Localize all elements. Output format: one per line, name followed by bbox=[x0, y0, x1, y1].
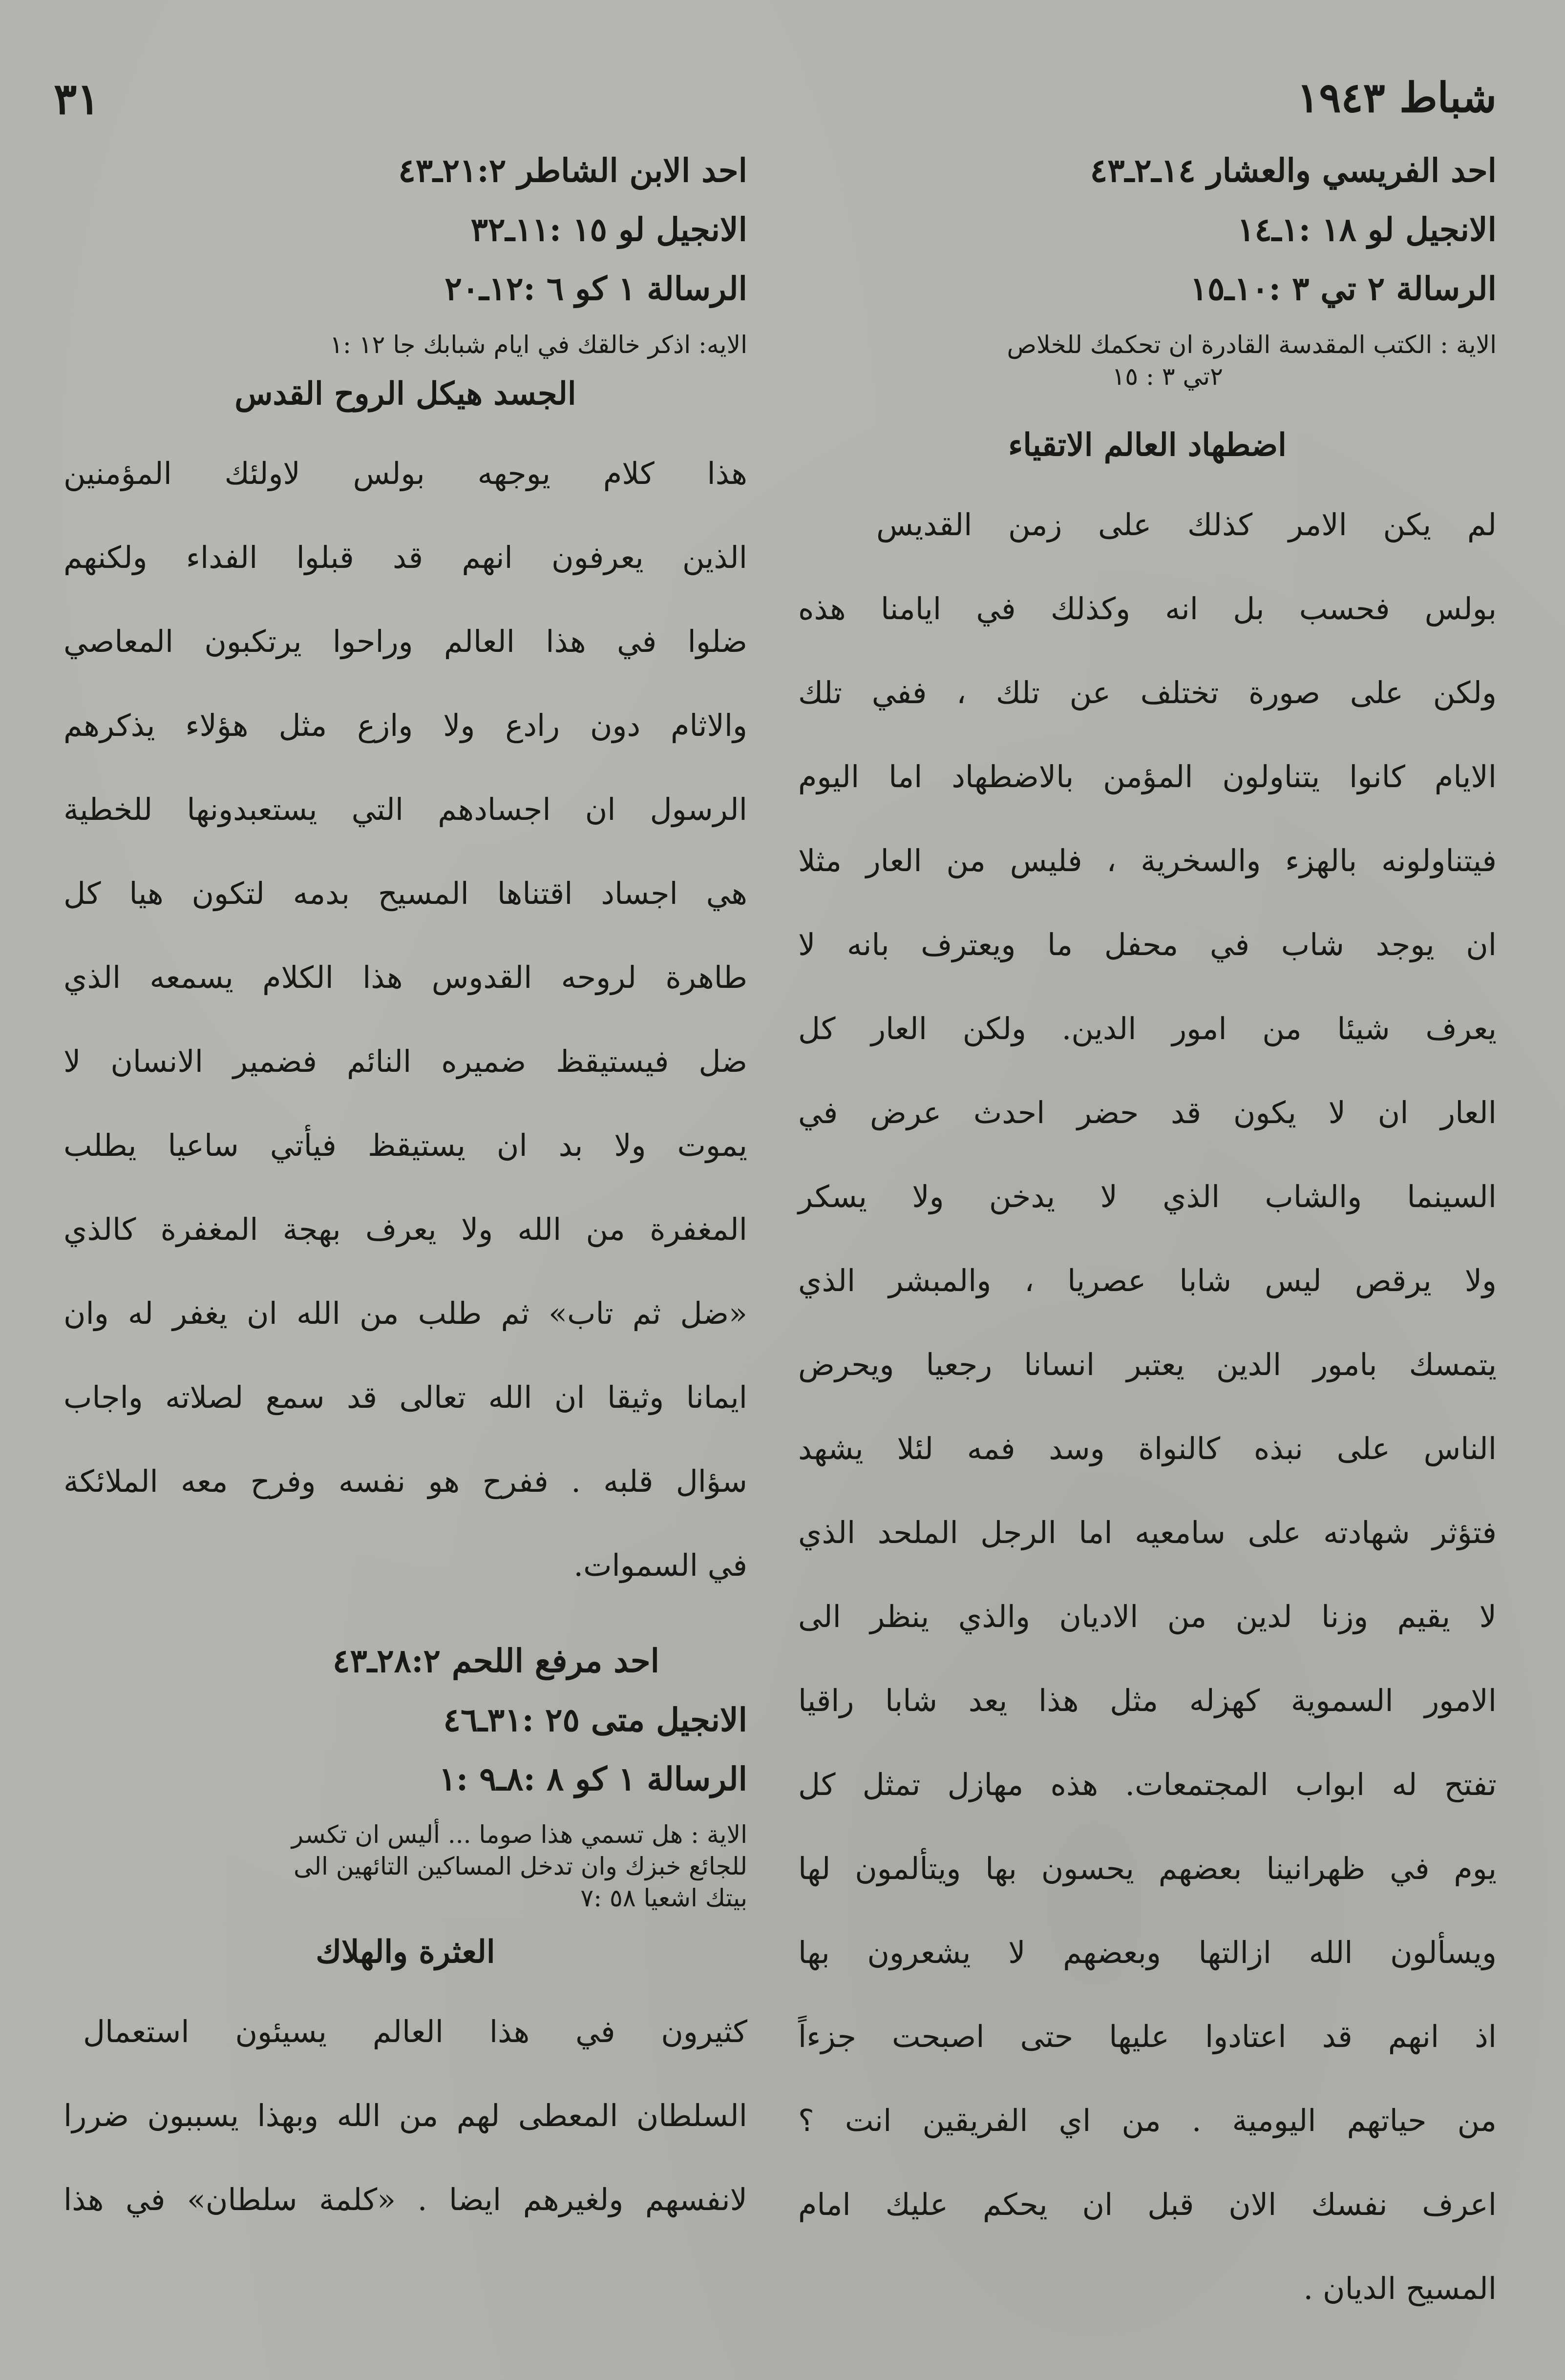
body-line: لا يقيم وزنا لدين من الاديان والذي ينظر الى bbox=[798, 1598, 1497, 1634]
body-line: المغفرة من الله ولا يعرف بهجة المغفرة كالذي bbox=[63, 1211, 747, 1247]
verse-block bbox=[63, 1819, 747, 1914]
body-line: ايمانا وثيقا ان الله تعالى قد سمع لصلاته واجاب bbox=[63, 1379, 747, 1415]
verse-line: الاية : هل تسمي هذا صوما ... أليس ان تكسر bbox=[291, 1820, 747, 1849]
verse-line: الايه: اذكر خالقك في ايام شبابك جا ١٢ :١ bbox=[330, 330, 747, 359]
body-line: طاهرة لروحه القدوس هذا الكلام يسمعه الذي bbox=[63, 959, 747, 995]
body-line: في السموات. bbox=[573, 1547, 747, 1583]
body-line: الذين يعرفون انهم قد قبلوا الفداء ولكنهم bbox=[63, 539, 747, 575]
body-line: لم يكن الامر كذلك على زمن القديس bbox=[876, 506, 1497, 543]
body-line: ولكن على صورة تختلف عن تلك ، ففي تلك bbox=[798, 674, 1497, 710]
body-line: ويسألون الله ازالتها وبعضهم لا يشعرون بها bbox=[798, 1934, 1497, 1970]
sunday-reference: احد الفريسي والعشار ١٤ـ٢ـ٤٣ bbox=[1090, 151, 1497, 189]
article-body bbox=[63, 432, 747, 1608]
body-line: الرسول ان اجسادهم التي يستعبدونها للخطية bbox=[63, 791, 747, 827]
body-line: يعرف شيئا من امور الدين. ولكن العار كل bbox=[798, 1010, 1497, 1046]
gospel-reference: الانجيل لو ١٥ :١١ـ٣٢ bbox=[470, 210, 747, 249]
body-line: بولس فحسب بل انه وكذلك في ايامنا هذه bbox=[798, 590, 1497, 626]
body-line: ضلوا في هذا العالم وراحوا يرتكبون المعاصي bbox=[63, 623, 747, 659]
body-line: اذ انهم قد اعتادوا عليها حتى اصبحت جزءاً bbox=[798, 2018, 1497, 2054]
body-line: ان يوجد شاب في محفل ما ويعترف بانه لا bbox=[798, 926, 1497, 962]
body-line: اعرف نفسك الان قبل ان يحكم عليك امام bbox=[798, 2186, 1497, 2222]
body-line: كثيرون في هذا العالم يسيئون استعمال bbox=[83, 2014, 747, 2050]
body-line: سؤال قلبه . ففرح هو نفسه وفرح معه الملائكة bbox=[63, 1463, 747, 1499]
section-gap bbox=[63, 1608, 747, 1642]
epistle-reference: الرسالة ٢ تي ٣ :١٠ـ١٥ bbox=[1190, 270, 1497, 308]
body-line: فيتناولونه بالهزء والسخرية ، فليس من العار مثلا bbox=[798, 842, 1497, 878]
verse-line: ٢تي ٣ : ١٥ bbox=[1112, 362, 1223, 391]
body-line: هذا كلام يوجهه بولس لاولئك المؤمنين bbox=[63, 455, 747, 491]
body-line: ولا يرقص ليس شابا عصريا ، والمبشر الذي bbox=[798, 1262, 1497, 1298]
section-title: اضطهاد العالم الاتقياء bbox=[1008, 426, 1287, 463]
epistle-reference: الرسالة ١ كو ٦ :١٢ـ٢٠ bbox=[444, 270, 747, 308]
body-line: السلطان المعطى لهم من الله وبهذا يسببون ضررا bbox=[63, 2098, 747, 2134]
body-line: الايام كانوا يتناولون المؤمن بالاضطهاد اما اليوم bbox=[798, 758, 1497, 794]
body-line: ضل فيستيقظ ضميره النائم فضمير الانسان لا bbox=[63, 1043, 747, 1079]
body-line: لانفسهم ولغيرهم ايضا . «كلمة سلطان» في هذا bbox=[63, 2182, 747, 2218]
body-line: العار ان لا يكون قد حضر احدث عرض في bbox=[798, 1094, 1497, 1130]
body-line: تفتح له ابواب المجتمعات. هذه مهازل تمثل كل bbox=[798, 1766, 1497, 1802]
verse-line: بيتك اشعيا ٥٨ :٧ bbox=[580, 1884, 747, 1913]
body-line: من حياتهم اليومية . من اي الفريقين انت ؟ bbox=[798, 2102, 1497, 2138]
verse-block bbox=[63, 329, 747, 361]
body-line: يتمسك بامور الدين يعتبر انسانا رجعيا ويحرض bbox=[798, 1346, 1497, 1382]
section-title: الجسد هيكل الروح القدس bbox=[234, 375, 576, 412]
body-line: يموت ولا بد ان يستيقظ فيأتي ساعيا يطلب bbox=[63, 1127, 747, 1163]
sunday-reference: احد مرفع اللحم ٢٨:٢ـ٤٣ bbox=[333, 1641, 659, 1680]
left-column bbox=[63, 151, 747, 2242]
body-line: الامور السموية كهزله مثل هذا يعد شابا راقيا bbox=[798, 1682, 1497, 1718]
body-line: والاثام دون رادع ولا وازع مثل هؤلاء يذكرهم bbox=[63, 707, 747, 743]
body-line: فتؤثر شهادته على سامعيه اما الرجل الملحد الذي bbox=[798, 1514, 1497, 1550]
gospel-reference: الانجيل لو ١٨ :١ـ١٤ bbox=[1237, 210, 1497, 249]
epistle-reference: الرسالة ١ كو ٨ :٨ـ٩ :١ bbox=[439, 1759, 747, 1798]
article-body bbox=[63, 1990, 747, 2242]
body-line: المسيح الديان . bbox=[1303, 2270, 1497, 2306]
body-line: السينما والشاب الذي لا يدخن ولا يسكر bbox=[798, 1178, 1497, 1214]
body-line: الناس على نبذه كالنواة وسد فمه لئلا يشهد bbox=[798, 1430, 1497, 1466]
right-column bbox=[798, 151, 1497, 2331]
page-header-date: شباط ١٩٤٣ bbox=[1297, 73, 1497, 122]
section-title: العثرة والهلاك bbox=[316, 1934, 495, 1971]
verse-block bbox=[798, 329, 1497, 393]
verse-line: الاية : الكتب المقدسة القادرة ان تحكمك للخلاص bbox=[1007, 330, 1497, 359]
body-line: «ضل ثم تاب» ثم طلب من الله ان يغفر له وان bbox=[63, 1295, 747, 1331]
body-line: هي اجساد اقتناها المسيح بدمه لتكون هيا كل bbox=[63, 875, 747, 911]
article-body bbox=[798, 483, 1497, 2331]
gospel-reference: الانجيل متى ٢٥ :٣١ـ٤٦ bbox=[443, 1700, 747, 1739]
page-number: ٣١ bbox=[54, 73, 100, 124]
sunday-reference: احد الابن الشاطر ٢١:٢ـ٤٣ bbox=[398, 151, 747, 189]
verse-line: للجائع خبزك وان تدخل المساكين التائهين الى bbox=[294, 1852, 747, 1881]
body-line: يوم في ظهرانينا بعضهم يحسون بها ويتألمون لها bbox=[798, 1850, 1497, 1886]
